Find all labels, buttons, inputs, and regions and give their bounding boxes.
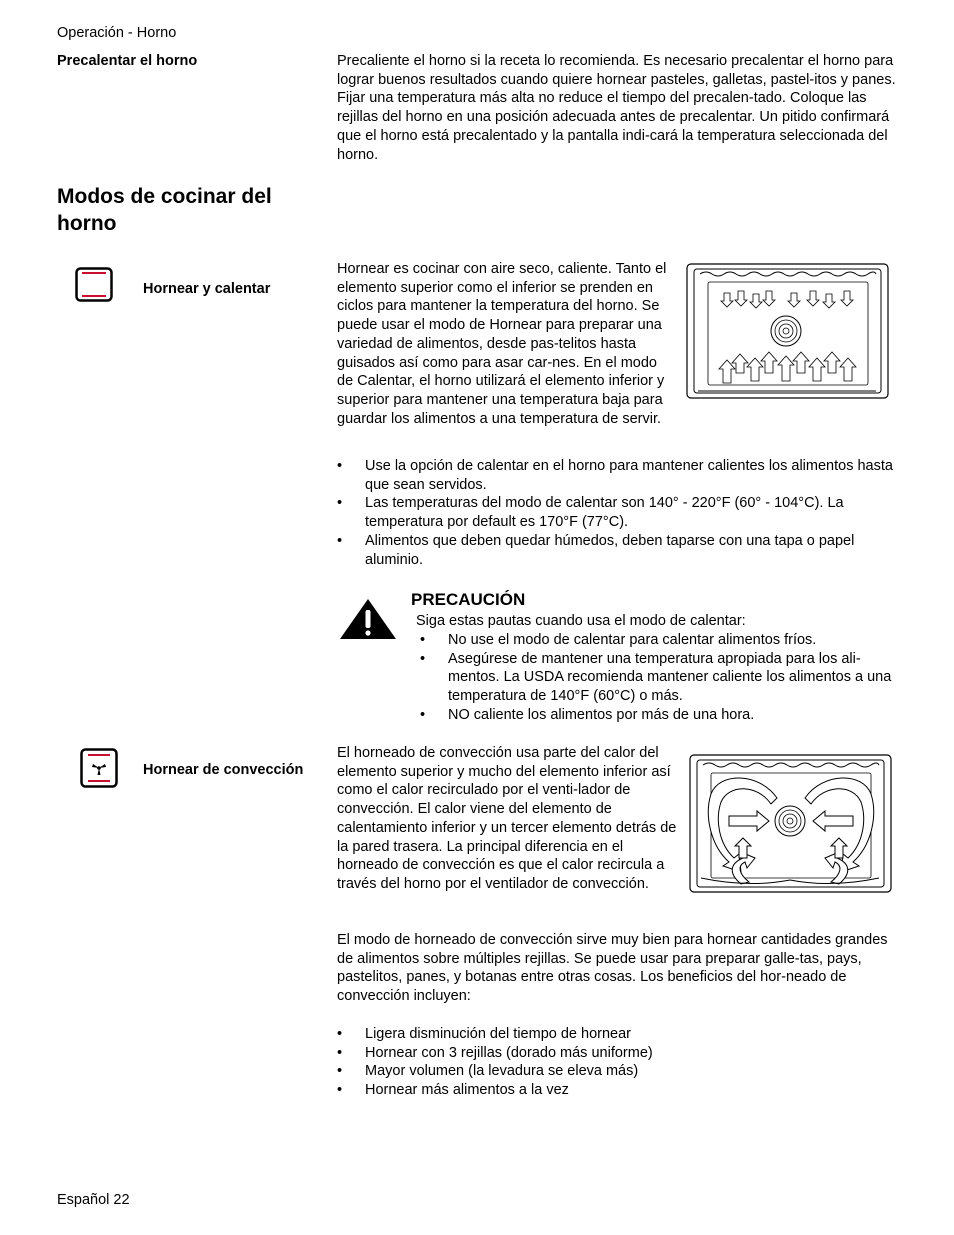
list-item: • Mayor volumen (la levadura se eleva más) [337,1063,639,1080]
list-item: • Hornear con 3 rejillas (dorado más uniforme) [337,1044,653,1061]
convection-label: Hornear de convección [143,762,304,778]
caution-bullets [420,631,900,725]
convection-text: El horneado de convección usa parte del calor del elemento superior y mucho del elemento inferior así como el calor recirculado por el venti-lador de convección. El calor viene del elemento de calentamiento inferior y un tercer elemento detrás de la pared trasera. La principal diferencia en el horneado de convección es que el calor recircula a través del horno por el ventilador de convección. [337,745,677,892]
page-number: Español 22 [57,1192,130,1208]
list-item: • Alimentos que deben quedar húmedos, deben taparse con una tapa o papel aluminio. [337,532,855,568]
convection-diagram [689,754,892,893]
caution-intro: Siga estas pautas cuando usa el modo de calentar: [416,613,746,629]
running-header: Operación - Horno [57,25,177,41]
caution-title: PRECAUCIÓN [411,590,526,609]
warning-icon [339,598,397,640]
list-item: • NO caliente los alimentos por más de una hora. [420,706,755,723]
bake-text: Hornear es cocinar con aire seco, caliente. Tanto el elemento superior como el inferior se prenden en ciclos para mantener la temperatura del horno. Se puede usar el modo de Hornear para preparar una variedad de alimentos, desde pas-telitos hasta guisados así como para asar car-nes. En el modo de Calentar, el horno utilizará el elemento inferior y superior para mantener una temperatura baja para guardar los alimentos a una temperatura de servir. [337,261,667,427]
preheat-text: Precaliente el horno si la receta lo recomienda. Es necesario precalentar el horno para lograr buenos resultados cuando quiere hornear pasteles, galletas, pastel-itos y panes. Fijar una temperatura más alta no reduce el tiempo del precalen-tado. Coloque las rejillas del horno en una posición adecuada antes de precalentar. Un pitido confirmará que el horno está precalentado y la pantalla indi-cará la temperatura seleccionada del horno. [337,53,896,163]
list-item: • Ligera disminución del tiempo de hornear [337,1026,631,1042]
bake-label: Hornear y calentar [143,281,271,297]
bake-mode-icon [75,267,113,302]
bake-diagram [686,263,889,399]
list-item: • Asegúrese de mantener una temperatura apropiada para los ali-mentos. La USDA recomienda mantener caliente los alimentos a una temperatura de 140°F (60°C) o más. [420,650,892,705]
list-item: • Hornear más alimentos a la vez [337,1082,569,1099]
modes-heading-line2: horno [57,212,117,235]
preheat-label: Precalentar el horno [57,53,198,69]
bake-bullets [337,457,897,569]
convection-mode-icon [80,748,118,788]
convection-bullets [337,1025,897,1100]
list-item: • Use la opción de calentar en el horno para mantener calientes los alimentos hasta que sean servidos. [337,458,893,493]
convection-text-2: El modo de horneado de convección sirve muy bien para hornear cantidades grandes de alimentos sobre múltiples rejillas. Se puede usar para preparar galle-tas, pays, pastelitos, panes, y botanas entre otras cosas. Los beneficios del hor-neado de convección incluyen: [337,932,888,1005]
list-item: • No use el modo de calentar para calentar alimentos fríos. [420,632,817,648]
modes-heading [57,183,272,237]
modes-heading-line1: Modos de cocinar del [57,185,272,208]
list-item: • Las temperaturas del modo de calentar son 140° - 220°F (60° - 104°C). La temperatura por default es 170°F (77°C). [337,495,844,531]
